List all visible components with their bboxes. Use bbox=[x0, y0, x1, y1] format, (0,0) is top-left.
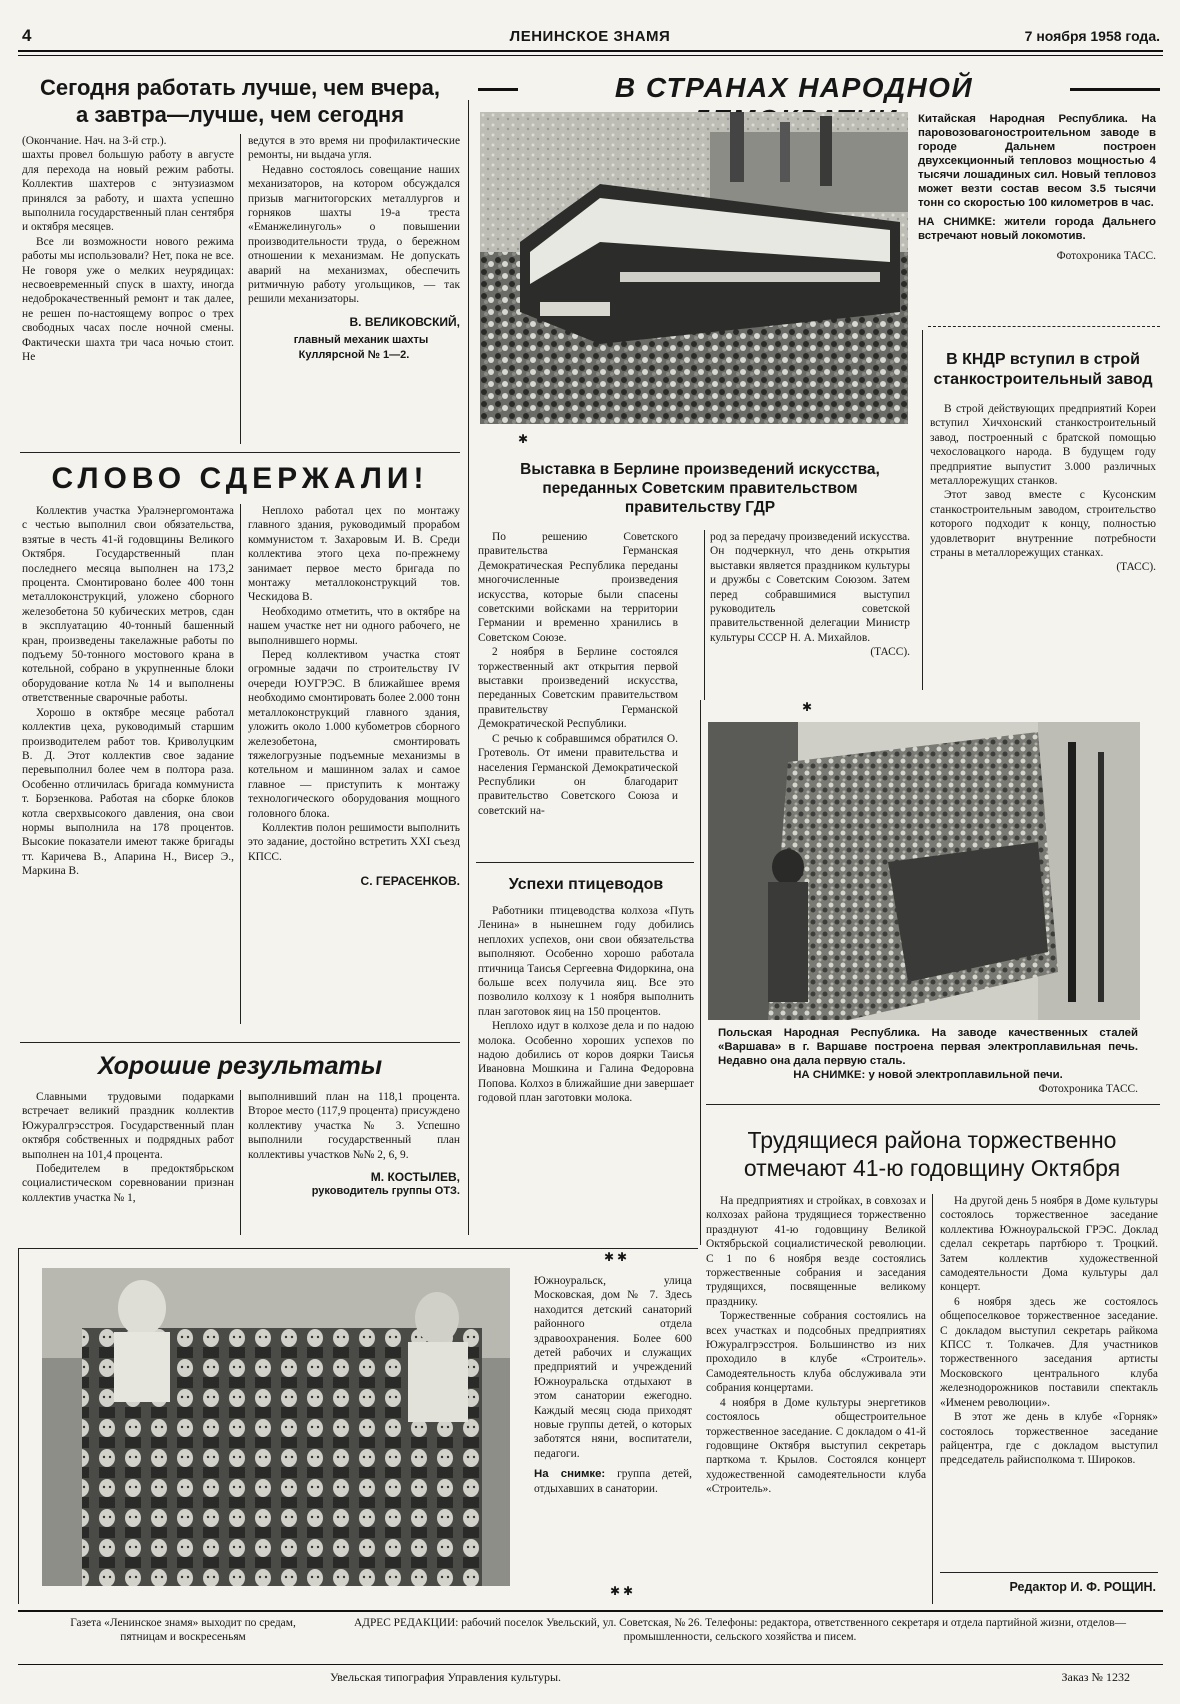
paragraph: На предприятиях и стройках, в совхозах и колхозах района трудящиеся торжественно празднуют 41-ю годовщину Великой Октябрьской социалистической революции. С 1 по 6 ноября везде состоялись торжественные собрания и заседания трудящихся, посвященные великому празднику. bbox=[706, 1195, 926, 1308]
berlin-col2 bbox=[710, 530, 910, 660]
column-rule bbox=[240, 504, 241, 1024]
article1-signature-role: главный механик шахты Куллярсной № 1—2. bbox=[293, 334, 429, 361]
paragraph: Неплохо идут в колхозе дела и по надою молока. Особенно хороших успехов по надою добились от коров доярки Таисья Ивановна Мошкина и Галина Федоровна Попова. Колхоз в ближайшие дни завершает годовой план заготовки молока. bbox=[478, 1020, 694, 1105]
paragraph: На другой день 5 ноября в Доме культуры состоялось торжественное заседание коллектива Южноуральской ГРЭС. Доклад сделал секретарь партбюро т. Троцкий. Затем коллектив художественной самодеятельности Дома культуры дал концерт. bbox=[940, 1195, 1158, 1294]
column-rule bbox=[240, 134, 241, 444]
page-column-rule bbox=[468, 100, 469, 1235]
article1-col2 bbox=[248, 134, 460, 362]
star-ornament: ✱ bbox=[802, 700, 813, 714]
column-rule bbox=[922, 330, 923, 690]
paragraph: ведутся в это время ни профилактические ремонты, ни выдача угля. bbox=[248, 135, 460, 162]
poland-item bbox=[718, 1026, 1138, 1096]
locomotive-photo-image bbox=[480, 112, 908, 424]
paragraph: Хорошо в октябре месяце работал коллектив цеха, руководимый старшим производителем работ тов. Криволуцким В. Д. Этот коллектив свое задание перевыполнил более чем в полтора раза. Особенно отличилась бригада коммуниста т. Борзенкова. Работая на сборке блоков котла сверхвысокого давления, она свои нормы выполнила на 178 процентов. Высокие показатели имеют также бригады тт. Каричева В., Апарина Н., Висер Э., Маркина В. bbox=[22, 706, 234, 878]
article1-headline bbox=[20, 74, 460, 128]
children-photo bbox=[42, 1268, 510, 1586]
korea-headline: В КНДР вступил в строй станкостроительный завод bbox=[933, 351, 1153, 388]
paragraph: Работники птицеводства колхоза «Путь Ленина» в нынешнем году добились неплохих успехов, они свои обязательства выполняют. Особенно хорошо работала птичница Таисья Сергеевна Фидоркина, она больше всех получила яиц. Все это позволило колхозу к 1 ноября выполнить план заготовок яиц на 150 процентов. bbox=[478, 905, 694, 1018]
poland-caption: Польская Народная Республика. На заводе качественных сталей «Варшава» в г. Варшаве построена первая электроплавильная печь. Недавно она дала первую сталь. bbox=[718, 1027, 1138, 1067]
column-rule bbox=[932, 1194, 933, 1604]
article2-headline: СЛОВО СДЕРЖАЛИ! bbox=[51, 462, 429, 495]
caption-label: На снимке: bbox=[534, 1468, 606, 1481]
birds-body bbox=[478, 904, 694, 1106]
paragraph: Перед коллективом участка стоят огромные задачи по строительству IV очереди ЮУГРЭС. В ближайшее время необходимо смонтировать более 2.000 тонн металлоконструкций главного здания, уложить около 1.000 кубометров сборного железобетона, смонтировать тяжелогрузные подъемные механизмы в котельном и машинном залах и самое главное — приступить к монтажу технологического оборудования мощного головного блока. bbox=[248, 649, 460, 820]
item-divider bbox=[706, 1104, 1160, 1105]
article-divider bbox=[20, 452, 460, 453]
berlin-col1 bbox=[478, 530, 678, 818]
korea-credit: (ТАСС). bbox=[1116, 561, 1156, 574]
paragraph: В этот же день в клубе «Горняк» состоялось торжественное заседание райцентра, где с докладом выступил председатель райисполкома т. Широков. bbox=[940, 1411, 1158, 1467]
article2-col1 bbox=[22, 504, 234, 879]
article2-signature: С. ГЕРАСЕНКОВ. bbox=[360, 874, 460, 889]
berlin-credit: (ТАСС). bbox=[870, 646, 910, 659]
article-divider bbox=[20, 1042, 460, 1043]
sanatorium-caption bbox=[534, 1467, 692, 1496]
china-caption: НА СНИМКЕ: жители города Дальнего встречают новый локомотив. bbox=[918, 216, 1156, 242]
furnace-photo bbox=[708, 722, 1140, 1020]
star-ornament: ✱ ✱ bbox=[610, 1584, 634, 1598]
star-ornament: ✱ bbox=[518, 432, 529, 446]
footer-schedule: Газета «Ленинское знамя» выходит по средам, пятницам и воскресеньям bbox=[70, 1617, 296, 1644]
paragraph: С речью к собравшимся обратился О. Гротеволь. От имени правительства и населения Германской Демократической Республики он благодарит правительство Советского Союза и советский на- bbox=[478, 732, 678, 817]
article1-headline-line2: а завтра—лучше, чем сегодня bbox=[75, 102, 405, 127]
section-rule-right bbox=[1070, 88, 1160, 91]
korea-body bbox=[930, 402, 1156, 575]
column-rule bbox=[704, 530, 705, 700]
star-ornament: ✱ ✱ bbox=[604, 1250, 628, 1264]
footer-order: Заказ № 1232 bbox=[1061, 1670, 1130, 1684]
paragraph: 2 ноября в Берлине состоялся торжественный акт открытия первой выставки произведений искусства, переданных Советским правительством правительству Германской Демократической Республики. bbox=[478, 646, 678, 731]
article3-col1 bbox=[22, 1090, 234, 1205]
column-rule bbox=[240, 1090, 241, 1235]
continued-note: (Окончание. Нач. на 3-й стр.). bbox=[22, 135, 167, 147]
masthead-rule bbox=[18, 50, 1163, 52]
sanatorium-item bbox=[534, 1274, 692, 1496]
article3-col2 bbox=[248, 1090, 460, 1199]
china-credit: Фотохроника ТАСС. bbox=[1056, 250, 1156, 262]
caption-text: группа детей, отдыхавших в санатории. bbox=[534, 1468, 692, 1495]
paragraph: выполнивший план на 118,1 процента. Второе место (117,9 процента) присуждено коллективу участка № 3. Успешно выполнили государственный план коллективы участков №№ 2, 6, 9. bbox=[248, 1091, 460, 1161]
poland-credit: Фотохроника ТАСС. bbox=[1038, 1083, 1138, 1095]
article3-headline: Хорошие результаты bbox=[97, 1052, 383, 1080]
china-item bbox=[918, 112, 1156, 263]
paragraph: род за передачу произведений искусства. Он подчеркнул, что день открытия выставки является праздником культуры и дружбы с Советским Союзом. Затем перед собравшимися выступил руководитель советской правительственной делегации Министр культуры СССР Н. А. Михайлов. bbox=[710, 531, 910, 644]
masthead-rule-thin bbox=[18, 55, 1163, 56]
children-photo-image bbox=[42, 1268, 510, 1586]
paragraph: Коллектив полон решимости выполнить это задание, достойно встретить XXI съезд КПСС. bbox=[248, 821, 460, 863]
october-headline-line2: отмечают 41-ю годовщину Октября bbox=[743, 1155, 1121, 1181]
article3-signature-role: руководитель группы ОТЗ. bbox=[311, 1185, 460, 1198]
paragraph: Все ли возможности нового режима работы мы использовали? Нет, пока не все. Не говоря уже о мелких неурядицах: несвоевременный спуск в шахту, иногда недоброкачественный ремонт и так далее, не решен по-настоящему вопрос о трех свободных часах после ночной смены. Фактически шахта три часа ночью стоит. Не bbox=[22, 235, 234, 364]
column-rule bbox=[700, 700, 701, 1245]
paragraph: Необходимо отметить, что в октябре на нашем участке нет ни одного рабочего, не выполнившего нормы. bbox=[248, 605, 460, 647]
october-headline-line1: Трудящиеся района торжественно bbox=[747, 1127, 1117, 1153]
october-col2 bbox=[940, 1194, 1158, 1468]
berlin-headline: Выставка в Берлине произведений искусства, переданных Советским правительством правительству ГДР bbox=[520, 461, 880, 516]
editor-line: Редактор И. Ф. РОЩИН. bbox=[1009, 1580, 1156, 1594]
paragraph: 4 ноября в Доме культуры энергетиков состоялось общестроительное торжественное заседание. С докладом о 41-й годовщине Октября выступил секретарь парткома т. Крылов. Состоялся концерт художественной самодеятельности клуба «Строитель». bbox=[706, 1396, 926, 1496]
paragraph: Торжественные собрания состоялись на всех участках и подсобных предприятиях Южуралгрэсстроя. Большинство из них проходило в клубе «Строитель». Самодеятельность клуба обслуживала эти собрания концертами. bbox=[706, 1310, 926, 1395]
item-divider bbox=[476, 862, 694, 863]
paragraph: Победителем в предоктябрьском социалистическом соревновании признан коллектив участка № 1, bbox=[22, 1163, 234, 1204]
issue-date: 7 ноября 1958 года. bbox=[1024, 28, 1160, 44]
paragraph: Коллектив участка Уралэнергомонтажа с честью выполнил свои обязательства, взятые в честь 41-й годовщины Великого Октября. Государственный план последнего месяца выполнен на 173,2 процента. Смонтировано более 400 тонн металлоконструкций, уложено сборного железобетона 50 кубических метров, сдан в эксплуатацию 40-тонный башенный кран, произведены такелажные работы по подъему 50-тонного мостового крана в котельной, собрано в укрупненные блоки оборудование котла № 14 и выполнены ответственные сварочные работы. bbox=[22, 505, 234, 705]
item-divider bbox=[928, 326, 1160, 327]
page-number: 4 bbox=[22, 26, 32, 45]
item-divider bbox=[940, 1572, 1158, 1573]
footer-printer: Увельская типография Управления культуры. bbox=[330, 1670, 562, 1684]
article1-headline-line1: Сегодня работать лучше, чем вчера, bbox=[40, 75, 440, 100]
box-left bbox=[18, 1248, 19, 1604]
paragraph: 6 ноября здесь же состоялось общепоселковое торжественное заседание. С докладом выступил секретарь райкома КПСС т. Толкачев. Для участников торжественного заседания артисты Московского центрального клуба железнодорожников поставили спектакль «Именем революции». bbox=[940, 1295, 1158, 1409]
article3-signature: М. КОСТЫЛЕВ, bbox=[370, 1170, 460, 1185]
china-text: Китайская Народная Республика. На паровозовагоностроительном заводе в городе Дальнем построен двухсекционный тепловоз мощностью 4 тысячи лошадиных сил. Новый тепловоз может везти состав весом 3.5 тысячи тонн со скоростью 100 километров в час. bbox=[918, 113, 1156, 209]
article1-col1 bbox=[22, 134, 234, 365]
footer-address: АДРЕС РЕДАКЦИИ: рабочий поселок Увельский, ул. Советская, № 26. Телефоны: редактора, ответственного секретаря и отдела партийной жизни, отделов—промышленности, сельского хозяйства и писем. bbox=[353, 1617, 1127, 1644]
sanatorium-text: Южноуральск, улица Московская, дом № 7. Здесь находится детский санаторий районного отдела здравоохранения. Более 600 детей рабочих и служащих предприятий и учреждений Южноуральска отдыхают в этом санатории ежегодно. Каждый месяц сюда приходят новые группы детей, о которых заботятся няни, воспитатели, педагоги. bbox=[534, 1275, 692, 1460]
article2-col2 bbox=[248, 504, 460, 889]
october-col1 bbox=[706, 1194, 926, 1497]
paragraph: Неплохо работал цех по монтажу главного здания, руководимый прорабом коммунистом т. Захаровым И. В. Среди коллектива этого цеха по-прежнему занимает первое место бригада по монтажу металлоконструкций тов. Ческидова В. bbox=[248, 505, 460, 604]
paper-name: ЛЕНИНСКОЕ ЗНАМЯ bbox=[509, 28, 671, 45]
section-title: В СТРАНАХ НАРОДНОЙ bbox=[614, 72, 974, 103]
birds-headline: Успехи птицеводов bbox=[508, 876, 664, 893]
paragraph: шахты провел большую работу в августе для перехода на новый режим работы. Коллектив шахтеров с энтузиазмом принялся за работу, и шахта успешно выполнила государственный план сентября и октября месяцев. bbox=[22, 149, 234, 234]
paragraph: Недавно состоялось совещание наших механизаторов, на котором обсуждался призыв магнитогорских металлургов и горняков шахты 19-а треста «Еманжелинуголь» о повышении производительности труда, о бережном отношении к механизмам. Не допускать аварий на механизмах, обеспечить ритмичную работу угольщиков, — так решили механизаторы. bbox=[248, 163, 460, 306]
section-divider bbox=[18, 1248, 698, 1249]
poland-caption2: НА СНИМКЕ: у новой электроплавильной печи. bbox=[793, 1069, 1063, 1081]
locomotive-photo bbox=[480, 112, 908, 424]
footer-rule bbox=[18, 1610, 1163, 1612]
paragraph: Славными трудовыми подарками встречает великий праздник коллектив Южуралгрэсстроя. Государственный план октября собственных и подрядных работ выполнен на 101,4 процента. bbox=[22, 1091, 234, 1161]
paragraph: Этот завод вместе с Кусонским станкостроительным заводом, строительство которого подходит к концу, полностью удовлетворит внутренние потребности страны в металлорежущих станках. bbox=[930, 489, 1156, 560]
section-rule-left bbox=[478, 88, 518, 91]
article1-signature: В. ВЕЛИКОВСКИЙ, bbox=[349, 314, 460, 329]
furnace-photo-image bbox=[708, 722, 1140, 1020]
paragraph: По решению Советского правительства Германская Демократическая Республика переданы многочисленные произведения искусства, которые были спасены советскими войсками на территории Германии и временно хранились в Советском Союзе. bbox=[478, 531, 678, 644]
footer-rule-thin bbox=[18, 1664, 1163, 1665]
october-headline bbox=[706, 1126, 1158, 1182]
paragraph: В строй действующих предприятий Кореи вступил Хичхонский станкостроительный завод, построенный с братской помощью чехословацкого народа. В будущем году предприятие выпустит 3.000 различных металлорежущих станков. bbox=[930, 403, 1156, 488]
